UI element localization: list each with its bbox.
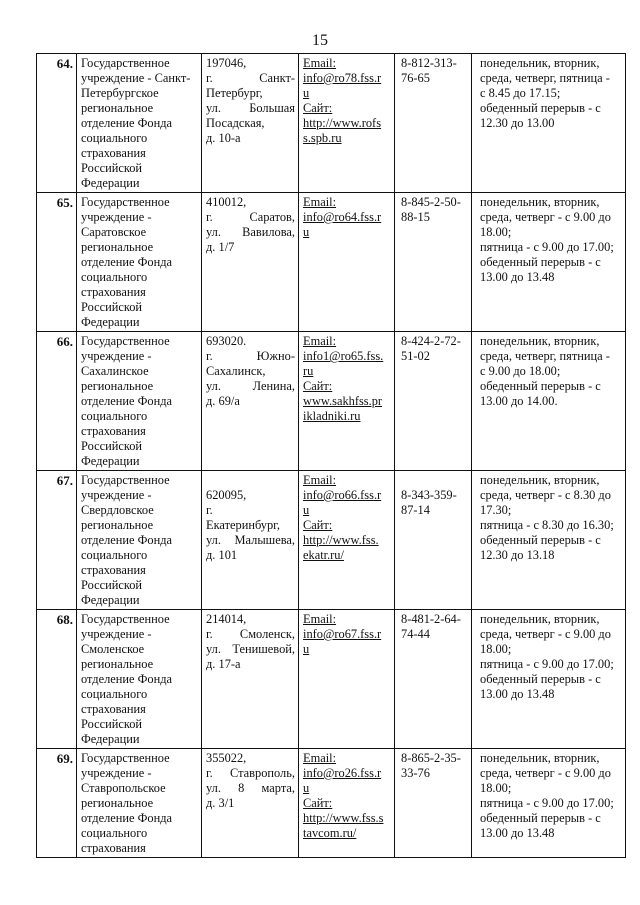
working-hours: [472, 54, 626, 193]
organization-name-line: региональное: [81, 379, 154, 393]
address-line: 355022,: [206, 751, 247, 765]
row-number: 64.: [37, 54, 77, 193]
contact-link[interactable]: u: [303, 86, 310, 100]
organization-name-line: Государственное: [81, 195, 170, 209]
contact-link[interactable]: ru: [303, 364, 314, 378]
address-line: ул. Ленина,: [206, 379, 295, 393]
contact-label: Email:: [303, 195, 337, 209]
phone-number: [395, 471, 472, 610]
organization-name-line: страхования: [81, 285, 146, 299]
contact-label: Email:: [303, 334, 337, 348]
contact-link[interactable]: tavcom.ru/: [303, 826, 357, 840]
address-line: Сахалинск,: [206, 364, 266, 378]
hours-line: 13.00 до 13.48: [480, 270, 555, 284]
hours-line: обеденный перерыв - с: [480, 672, 601, 686]
postal-address: [202, 54, 299, 193]
hours-line: понедельник, вторник,: [480, 195, 600, 209]
contact-link[interactable]: info1@ro65.fss.: [303, 349, 384, 363]
hours-line: 13.00 до 13.48: [480, 826, 555, 840]
table-row: [37, 749, 626, 858]
phone-line: 8-343-359-: [401, 488, 457, 502]
hours-line: 18.00;: [480, 781, 512, 795]
organization-name-line: Государственное: [81, 56, 170, 70]
hours-line: среда, четверг - с 9.00 до: [480, 766, 611, 780]
organization-name-line: страхования: [81, 702, 146, 716]
hours-line: 17.30;: [480, 503, 512, 517]
hours-line: понедельник, вторник,: [480, 612, 600, 626]
phone-number: [395, 610, 472, 749]
organization-name-line: социального: [81, 131, 148, 145]
organization-name-line: учреждение -: [81, 766, 152, 780]
address-line: ул. 8 марта,: [206, 781, 295, 795]
contact-label: Email:: [303, 56, 337, 70]
row-number: 67.: [37, 471, 77, 610]
phone-line: 8-812-313-: [401, 56, 457, 70]
phone-line: 8-424-2-72-: [401, 334, 461, 348]
organization-name-line: социального: [81, 409, 148, 423]
hours-line: обеденный перерыв - с: [480, 379, 601, 393]
organization-name-line: отделение Фонда: [81, 255, 173, 269]
postal-address: [202, 471, 299, 610]
working-hours: [472, 749, 626, 858]
hours-line: 12.30 до 13.00: [480, 116, 555, 130]
working-hours: [472, 332, 626, 471]
contact-link[interactable]: ekatr.ru/: [303, 548, 344, 562]
address-line: г.: [206, 503, 213, 517]
organization-name: [77, 749, 202, 858]
hours-line: пятница - с 9.00 до 17.00;: [480, 796, 614, 810]
address-line: д. 69/а: [206, 394, 240, 408]
hours-line: среда, четверг, пятница -: [480, 71, 610, 85]
organization-name-line: Российской: [81, 161, 143, 175]
hours-line: с 8.45 до 17.15;: [480, 86, 561, 100]
contact-label: Email:: [303, 473, 337, 487]
organization-name-line: отделение Фонда: [81, 116, 173, 130]
phone-line: 74-44: [401, 627, 430, 641]
table-row: [37, 193, 626, 332]
hours-line: понедельник, вторник,: [480, 334, 600, 348]
table-row: [37, 332, 626, 471]
hours-line: обеденный перерыв - с: [480, 811, 601, 825]
hours-line: среда, четверг - с 9.00 до: [480, 627, 611, 641]
organization-name-line: региональное: [81, 240, 154, 254]
address-line: д. 10-а: [206, 131, 241, 145]
contacts: [299, 610, 395, 749]
address-line: ул. Малышева,: [206, 533, 295, 547]
address-line: д. 17-а: [206, 657, 241, 671]
contact-link[interactable]: www.sakhfss.pr: [303, 394, 383, 408]
table-row: [37, 610, 626, 749]
hours-line: 18.00;: [480, 642, 512, 656]
hours-line: среда, четверг - с 8.30 до: [480, 488, 611, 502]
organization-name-line: Государственное: [81, 473, 170, 487]
organization-name-line: Петербургское: [81, 86, 159, 100]
hours-line: с 9.00 до 18.00;: [480, 364, 561, 378]
contact-label: Сайт:: [303, 796, 333, 810]
address-line: д. 3/1: [206, 796, 235, 810]
organization-name-line: Свердловское: [81, 503, 154, 517]
contact-link[interactable]: info@ro78.fss.r: [303, 71, 382, 85]
phone-line: 76-65: [401, 71, 430, 85]
organization-name-line: страхования: [81, 841, 146, 855]
hours-line: обеденный перерыв - с: [480, 533, 601, 547]
organization-name-line: учреждение -: [81, 627, 152, 641]
address-line: ул. Вавилова,: [206, 225, 295, 239]
organization-name: [77, 54, 202, 193]
organization-name-line: Российской: [81, 578, 143, 592]
contact-link[interactable]: ikladniki.ru: [303, 409, 361, 423]
working-hours: [472, 471, 626, 610]
postal-address: [202, 332, 299, 471]
address-line: г. Саратов,: [206, 210, 295, 224]
page-number: 15: [312, 32, 328, 49]
phone-number: [395, 749, 472, 858]
phone-number: [395, 54, 472, 193]
address-line: Екатеринбург,: [206, 518, 280, 532]
organization-name-line: социального: [81, 270, 148, 284]
phone-line: 87-14: [401, 503, 430, 517]
phone-number: [395, 332, 472, 471]
contacts: [299, 749, 395, 858]
organization-name-line: Федерации: [81, 176, 140, 190]
contacts: [299, 332, 395, 471]
organization-name-line: Сахалинское: [81, 364, 149, 378]
address-line: [206, 473, 295, 488]
organization-name-line: отделение Фонда: [81, 394, 173, 408]
postal-address: [202, 193, 299, 332]
hours-line: 18.00;: [480, 225, 512, 239]
hours-line: понедельник, вторник,: [480, 473, 600, 487]
organization-name-line: учреждение -: [81, 349, 152, 363]
contact-link[interactable]: http://www.rofs: [303, 116, 382, 130]
table-row: [37, 54, 626, 193]
organization-name-line: страхования: [81, 424, 146, 438]
organization-name-line: Российской: [81, 300, 143, 314]
contacts: [299, 471, 395, 610]
address-line: 214014,: [206, 612, 247, 626]
organization-name-line: региональное: [81, 657, 154, 671]
phone-line: 8-845-2-50-: [401, 195, 461, 209]
contact-label: Email:: [303, 751, 337, 765]
contact-label: Сайт:: [303, 379, 333, 393]
organization-name-line: учреждение -: [81, 488, 152, 502]
organization-name-line: социального: [81, 548, 148, 562]
organization-name-line: региональное: [81, 796, 154, 810]
hours-line: пятница - с 8.30 до 16.30;: [480, 518, 614, 532]
phone-number: [395, 193, 472, 332]
organization-name-line: Государственное: [81, 751, 170, 765]
organization-name: [77, 193, 202, 332]
contact-label: Сайт:: [303, 518, 333, 532]
contact-link[interactable]: info@ro66.fss.r: [303, 488, 382, 502]
address-line: г. Ставрополь,: [206, 766, 295, 780]
contact-link[interactable]: info@ro64.fss.r: [303, 210, 382, 224]
address-line: ул. Тенишевой,: [206, 642, 295, 656]
address-line: Петербург,: [206, 86, 263, 100]
address-line: 620095,: [206, 488, 247, 502]
address-line: д. 101: [206, 548, 238, 562]
contact-label: Сайт:: [303, 101, 333, 115]
contact-link[interactable]: u: [303, 781, 310, 795]
hours-line: пятница - с 9.00 до 17.00;: [480, 240, 614, 254]
contact-link[interactable]: info@ro67.fss.r: [303, 627, 382, 641]
contact-link[interactable]: u: [303, 503, 310, 517]
organization-name-line: социального: [81, 687, 148, 701]
contact-link[interactable]: u: [303, 225, 310, 239]
postal-address: [202, 610, 299, 749]
organization-name-line: Федерации: [81, 454, 140, 468]
phone-line: [401, 473, 468, 488]
organization-name-line: Российской: [81, 439, 143, 453]
phone-line: 8-865-2-35-: [401, 751, 461, 765]
hours-line: понедельник, вторник,: [480, 56, 600, 70]
organization-name-line: социального: [81, 826, 148, 840]
address-line: 693020.: [206, 334, 247, 348]
organization-name-line: отделение Фонда: [81, 672, 173, 686]
organization-name-line: страхования: [81, 563, 146, 577]
hours-line: 13.00 до 13.48: [480, 687, 555, 701]
organization-name-line: учреждение -: [81, 210, 152, 224]
hours-line: 13.00 до 14.00.: [480, 394, 558, 408]
hours-line: обеденный перерыв - с: [480, 101, 601, 115]
row-number: 68.: [37, 610, 77, 749]
organization-name-line: Российской: [81, 717, 143, 731]
phone-line: 8-481-2-64-: [401, 612, 461, 626]
contacts: [299, 54, 395, 193]
fss-offices-table: [36, 53, 626, 858]
working-hours: [472, 193, 626, 332]
contacts: [299, 193, 395, 332]
hours-line: 12.30 до 13.18: [480, 548, 555, 562]
contact-link[interactable]: s.spb.ru: [303, 131, 342, 145]
organization-name-line: региональное: [81, 518, 154, 532]
hours-line: понедельник, вторник,: [480, 751, 600, 765]
address-line: г. Смоленск,: [206, 627, 295, 641]
hours-line: среда, четверг - с 9.00 до: [480, 210, 611, 224]
organization-name-line: Государственное: [81, 612, 170, 626]
organization-name-line: Федерации: [81, 732, 140, 746]
contact-label: Email:: [303, 612, 337, 626]
address-line: г. Южно-: [206, 349, 295, 363]
contact-link[interactable]: http://www.fss.: [303, 533, 379, 547]
row-number: 66.: [37, 332, 77, 471]
organization-name-line: Государственное: [81, 334, 170, 348]
organization-name: [77, 332, 202, 471]
hours-line: среда, четверг, пятница -: [480, 349, 610, 363]
contact-link[interactable]: u: [303, 642, 310, 656]
row-number: 65.: [37, 193, 77, 332]
organization-name-line: Смоленское: [81, 642, 145, 656]
organization-name: [77, 610, 202, 749]
postal-address: [202, 749, 299, 858]
address-line: ул. Большая: [206, 101, 295, 115]
address-line: г. Санкт-: [206, 71, 295, 85]
working-hours: [472, 610, 626, 749]
organization-name-line: отделение Фонда: [81, 811, 173, 825]
organization-name-line: Ставропольское: [81, 781, 166, 795]
organization-name-line: отделение Фонда: [81, 533, 173, 547]
hours-line: пятница - с 9.00 до 17.00;: [480, 657, 614, 671]
organization-name-line: Саратовское: [81, 225, 147, 239]
organization-name-line: учреждение - Санкт-: [81, 71, 191, 85]
organization-name-line: региональное: [81, 101, 154, 115]
contact-link[interactable]: info@ro26.fss.r: [303, 766, 382, 780]
address-line: 197046,: [206, 56, 247, 70]
organization-name: [77, 471, 202, 610]
contact-link[interactable]: http://www.fss.s: [303, 811, 384, 825]
organization-name-line: Федерации: [81, 593, 140, 607]
table-row: [37, 471, 626, 610]
address-line: д. 1/7: [206, 240, 235, 254]
phone-line: 51-02: [401, 349, 430, 363]
row-number: 69.: [37, 749, 77, 858]
address-line: 410012,: [206, 195, 247, 209]
organization-name-line: страхования: [81, 146, 146, 160]
phone-line: 33-76: [401, 766, 430, 780]
organization-name-line: Федерации: [81, 315, 140, 329]
hours-line: обеденный перерыв - с: [480, 255, 601, 269]
address-line: Посадская,: [206, 116, 265, 130]
phone-line: 88-15: [401, 210, 430, 224]
